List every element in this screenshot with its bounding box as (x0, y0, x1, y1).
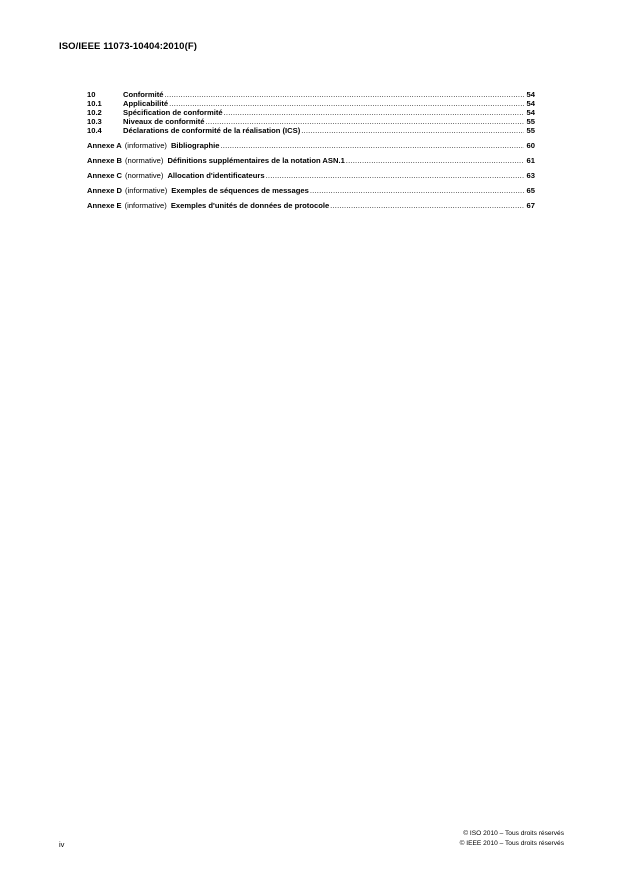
toc-entry-annex-c[interactable] (87, 171, 535, 180)
toc-annex-title: Exemples d'unités de données de protocole (170, 201, 330, 210)
toc-page-number: 65 (526, 186, 535, 195)
toc-page-number: 55 (526, 126, 535, 135)
toc-page-number: 54 (526, 108, 535, 117)
toc-annex-type: (normative) (125, 156, 164, 165)
toc-annex-title: Allocation d'identificateurs (167, 171, 265, 180)
toc-annex-label: Annexe D (87, 186, 123, 195)
table-of-contents (87, 90, 535, 210)
toc-entry-section-10-1[interactable] (87, 99, 535, 108)
toc-page-number: 54 (526, 99, 535, 108)
toc-entry-section-10[interactable] (87, 90, 535, 99)
toc-dot-leader (330, 201, 524, 210)
toc-annex-type: (normative) (125, 171, 164, 180)
toc-annex-label: Annexe B (87, 156, 123, 165)
toc-page-number: 60 (526, 141, 535, 150)
toc-entry-annex-b[interactable] (87, 156, 535, 165)
toc-section-title: Déclarations de conformité de la réalisation (ICS) (123, 126, 301, 135)
toc-annex-type: (informative) (124, 201, 167, 210)
toc-annex-label: Annexe A (87, 141, 122, 150)
toc-section-number: 10 (87, 90, 96, 99)
copyright-iso: © ISO 2010 – Tous droits réservés (463, 830, 564, 837)
toc-dot-leader (224, 108, 524, 117)
toc-annex-label: Annexe C (87, 171, 123, 180)
toc-section-title: Spécification de conformité (123, 108, 223, 117)
toc-annex-type: (informative) (124, 141, 167, 150)
toc-annex-type: (informative) (125, 186, 168, 195)
toc-entry-annex-a[interactable] (87, 141, 535, 150)
toc-entry-annex-e[interactable] (87, 201, 535, 210)
toc-section-number: 10.3 (87, 117, 102, 126)
toc-dot-leader (301, 126, 524, 135)
toc-section-title: Conformité (123, 90, 164, 99)
toc-section-title: Niveaux de conformité (123, 117, 205, 126)
toc-page-number: 61 (526, 156, 535, 165)
toc-dot-leader (266, 171, 524, 180)
toc-dot-leader (346, 156, 524, 165)
toc-annex-label: Annexe E (87, 201, 122, 210)
toc-section-number: 10.1 (87, 99, 102, 108)
copyright-ieee: © IEEE 2010 – Tous droits réservés (459, 840, 564, 847)
document-header-title: ISO/IEEE 11073-10404:2010(F) (59, 41, 197, 52)
toc-annex-title: Exemples de séquences de messages (171, 186, 309, 195)
toc-page-number: 54 (526, 90, 535, 99)
toc-section-number: 10.2 (87, 108, 102, 117)
toc-dot-leader (169, 99, 524, 108)
footer-copyright (460, 829, 564, 849)
toc-entry-annex-d[interactable] (87, 186, 535, 195)
toc-annex-title: Définitions supplémentaires de la notation ASN.1 (167, 156, 345, 165)
toc-annex-title: Bibliographie (170, 141, 220, 150)
toc-dot-leader (310, 186, 524, 195)
toc-entry-section-10-4[interactable] (87, 126, 535, 135)
toc-page-number: 67 (526, 201, 535, 210)
footer-page-number: iv (59, 840, 65, 849)
toc-page-number: 55 (526, 117, 535, 126)
toc-entry-section-10-3[interactable] (87, 117, 535, 126)
toc-dot-leader (205, 117, 524, 126)
toc-page-number: 63 (526, 171, 535, 180)
toc-section-title: Applicabilité (123, 99, 169, 108)
toc-dot-leader (165, 90, 525, 99)
toc-entry-section-10-2[interactable] (87, 108, 535, 117)
toc-section-number: 10.4 (87, 126, 102, 135)
toc-dot-leader (220, 141, 524, 150)
